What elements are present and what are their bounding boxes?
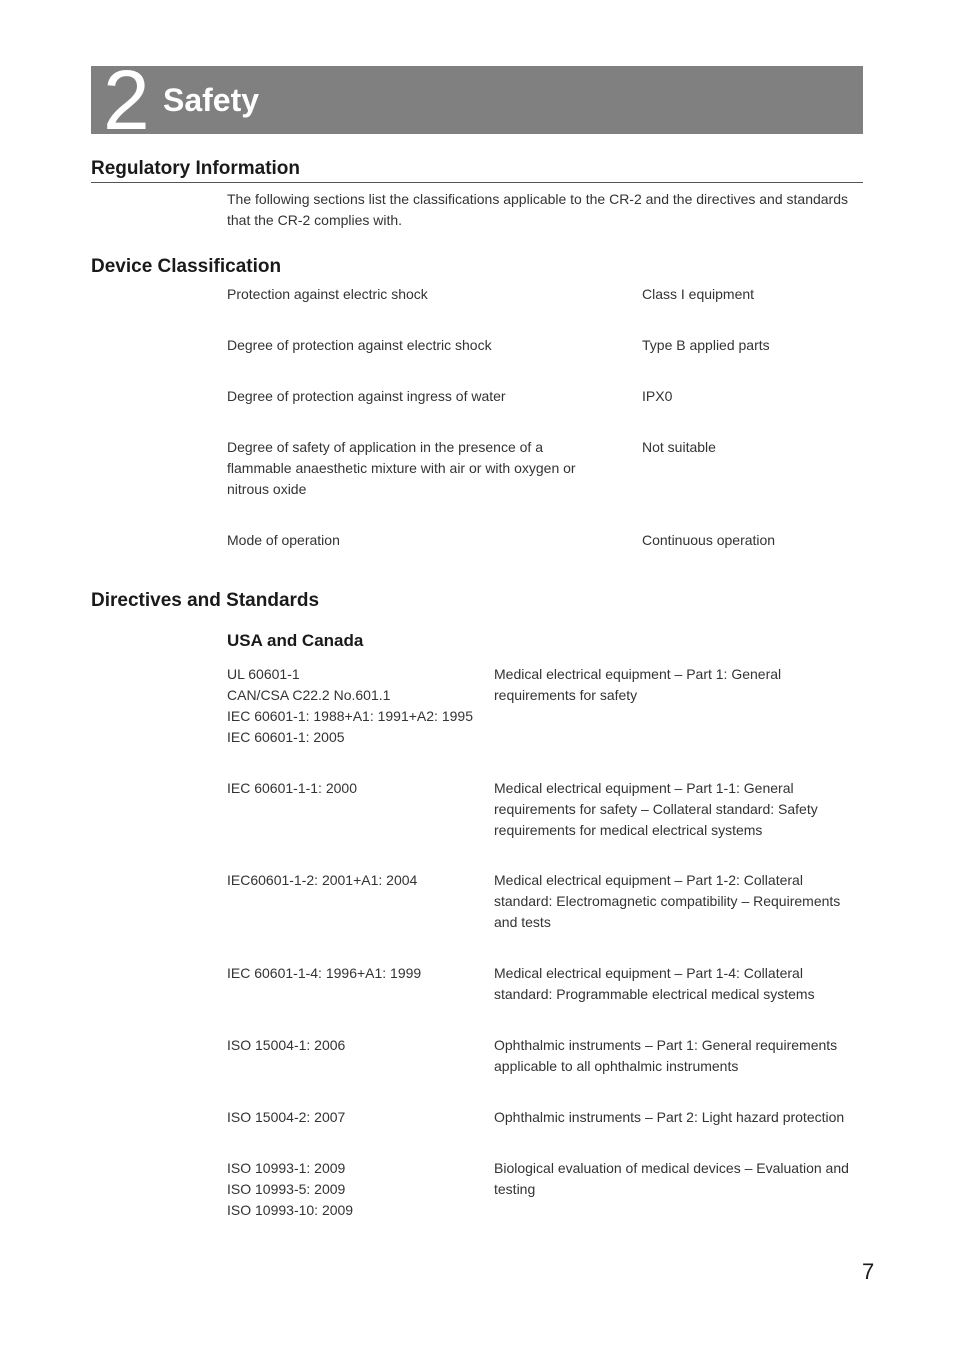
standard-description-line: requirements for medical electrical systems xyxy=(494,822,763,838)
classification-value: Not suitable xyxy=(642,439,716,455)
standard-codes xyxy=(227,1158,482,1221)
standard-description-line: Ophthalmic instruments – Part 2: Light hazard protection xyxy=(494,1109,845,1125)
standard-code: IEC 60601-1-1: 2000 xyxy=(227,780,357,796)
region-heading-usa-canada: USA and Canada xyxy=(227,631,364,650)
standard-description-line: Medical electrical equipment – Part 1-4: Collateral xyxy=(494,965,803,981)
standard-code: IEC60601-1-2: 2001+A1: 2004 xyxy=(227,872,418,888)
standard-description xyxy=(494,1158,862,1200)
standard-code: ISO 10993-5: 2009 xyxy=(227,1181,346,1197)
standard-description-line: standard: Electromagnetic compatibility – Requirements xyxy=(494,893,841,909)
heading-divider xyxy=(91,182,863,183)
standard-description xyxy=(494,1107,862,1128)
standard-description-line: Ophthalmic instruments – Part 1: General requirements xyxy=(494,1037,838,1053)
standard-description-line: Medical electrical equipment – Part 1: General xyxy=(494,666,782,682)
standard-description-line: requirements for safety xyxy=(494,687,638,703)
regulatory-intro xyxy=(227,189,863,231)
standard-code: UL 60601-1 xyxy=(227,666,300,682)
standard-code: ISO 10993-1: 2009 xyxy=(227,1160,346,1176)
classification-label xyxy=(227,530,602,551)
classification-label xyxy=(227,437,602,500)
standard-code: IEC 60601-1: 1988+A1: 1991+A2: 1995 xyxy=(227,708,473,724)
intro-line: The following sections list the classifications applicable to the CR-2 and the directives and standards xyxy=(227,191,848,207)
standard-code: ISO 15004-2: 2007 xyxy=(227,1109,346,1125)
standard-description xyxy=(494,1035,862,1077)
classification-label xyxy=(227,335,602,356)
classification-label-line: Mode of operation xyxy=(227,532,340,548)
standard-codes xyxy=(227,1107,482,1128)
standard-description xyxy=(494,778,862,841)
classification-label-line: nitrous oxide xyxy=(227,481,307,497)
page-number: 7 xyxy=(862,1259,875,1284)
standard-code: ISO 10993-10: 2009 xyxy=(227,1202,354,1218)
classification-value: IPX0 xyxy=(642,388,673,404)
standard-description xyxy=(494,963,862,1005)
intro-line: that the CR-2 complies with. xyxy=(227,212,403,228)
standard-description-line: applicable to all ophthalmic instruments xyxy=(494,1058,739,1074)
standard-description-line: Biological evaluation of medical devices – Evaluation and xyxy=(494,1160,849,1176)
standard-description xyxy=(494,870,862,933)
chapter-banner xyxy=(91,53,863,147)
standard-code: IEC 60601-1: 2005 xyxy=(227,729,345,745)
classification-label-line: Degree of protection against electric shock xyxy=(227,337,492,353)
standard-description-line: Medical electrical equipment – Part 1-2: Collateral xyxy=(494,872,803,888)
standard-description xyxy=(494,664,862,706)
classification-label-line: Degree of protection against ingress of water xyxy=(227,388,506,404)
classification-label xyxy=(227,386,602,407)
regulatory-information-heading: Regulatory Information xyxy=(91,158,301,179)
standard-code: CAN/CSA C22.2 No.601.1 xyxy=(227,687,391,703)
chapter-title: Safety xyxy=(163,82,260,118)
classification-label xyxy=(227,284,602,305)
device-classification-heading: Device Classification xyxy=(91,256,282,277)
directives-standards-heading: Directives and Standards xyxy=(91,590,320,611)
classification-value: Type B applied parts xyxy=(642,337,770,353)
standard-codes xyxy=(227,963,482,984)
standard-description-line: Medical electrical equipment – Part 1-1: General xyxy=(494,780,794,796)
standard-codes xyxy=(227,778,482,799)
standard-description-line: and tests xyxy=(494,914,551,930)
standard-codes xyxy=(227,870,482,891)
classification-label-line: Protection against electric shock xyxy=(227,286,428,302)
classification-label-line: flammable anaesthetic mixture with air or with oxygen or xyxy=(227,460,576,476)
chapter-number: 2 xyxy=(103,53,147,147)
classification-value: Class I equipment xyxy=(642,286,755,302)
classification-value: Continuous operation xyxy=(642,532,776,548)
standard-description-line: requirements for safety – Collateral standard: Safety xyxy=(494,801,818,817)
standard-codes xyxy=(227,1035,482,1056)
standard-code: IEC 60601-1-4: 1996+A1: 1999 xyxy=(227,965,422,981)
standard-description-line: testing xyxy=(494,1181,536,1197)
classification-label-line: Degree of safety of application in the presence of a xyxy=(227,439,543,455)
standard-code: ISO 15004-1: 2006 xyxy=(227,1037,346,1053)
standard-codes xyxy=(227,664,482,748)
standard-description-line: standard: Programmable electrical medical systems xyxy=(494,986,815,1002)
